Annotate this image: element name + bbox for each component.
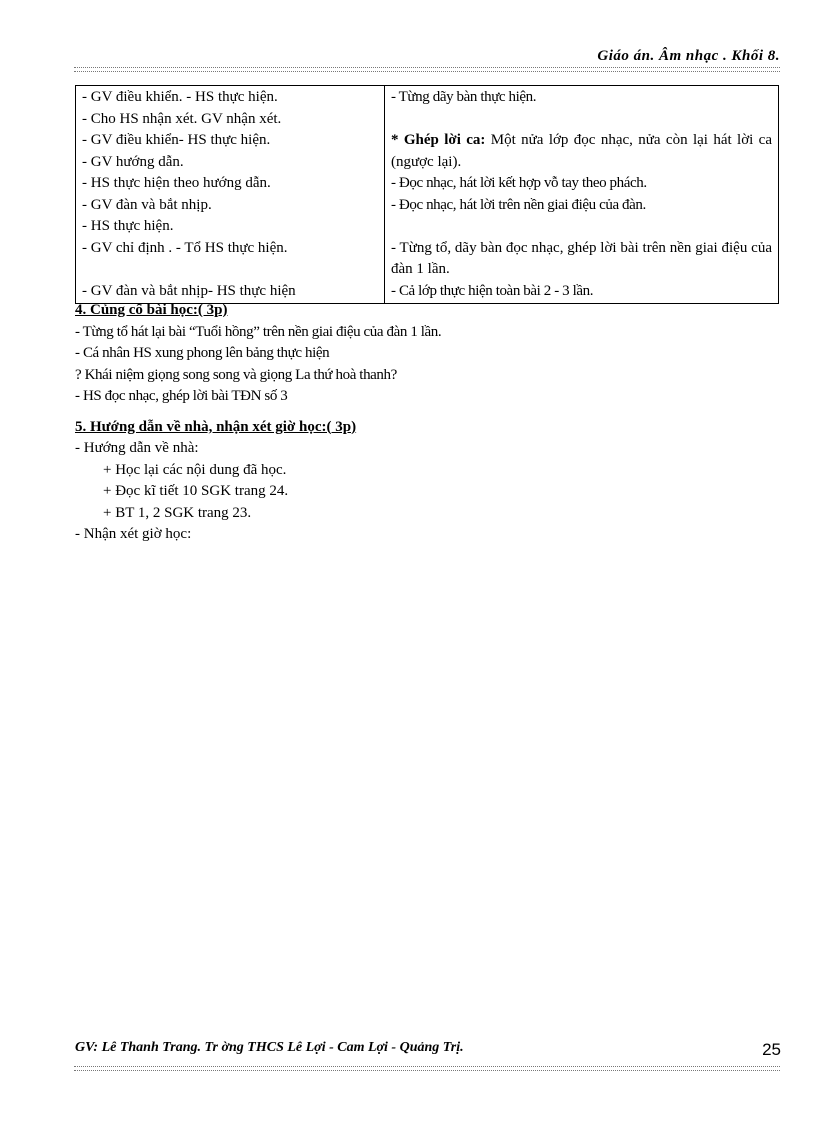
teacher-activity-cell: [76, 86, 385, 304]
footer-text: GV: Lê Thanh Trang. Tr ờng THCS Lê Lợi - Cam Lợi - Quảng Trị.: [75, 1040, 464, 1055]
section-5-heading: 5. Hướng dẫn về nhà, nhận xét giờ học:( 3p): [75, 418, 357, 435]
ghep-loi-ca-text: Một nửa lớp đọc nhạc, nửa còn lại hát lời ca (ngược lại).: [391, 132, 772, 170]
right-line: - Đọc nhạc, hát lời kết hợp vỗ tay theo phách.: [391, 175, 647, 191]
page-number: 25: [762, 1040, 781, 1059]
left-line: - HS thực hiện.: [82, 218, 174, 234]
left-line: - Cho HS nhận xét. GV nhận xét.: [82, 110, 282, 127]
section-5-item: + Học lại các nội dung đã học.: [103, 461, 287, 478]
student-activity-cell: [385, 86, 779, 304]
left-line: - HS thực hiện theo hướng dẫn.: [82, 175, 271, 191]
ghep-loi-ca-label: * Ghép lời ca:: [391, 132, 486, 148]
right-paragraph: - Từng tổ, dãy bàn đọc nhạc, ghép lời bài trên nền giai điệu của đàn 1 lần.: [391, 239, 772, 277]
footer-rule: [74, 1066, 780, 1071]
document-body: [75, 300, 779, 546]
right-line: - Đọc nhạc, hát lời trên nền giai điệu của đàn.: [391, 196, 646, 213]
section-4-line: ? Khái niệm giọng song song và giọng La thứ hoà thanh?: [75, 366, 397, 383]
section-4-line: - HS đọc nhạc, ghép lời bài TĐN số 3: [75, 388, 288, 404]
left-line: - GV điều khiển- HS thực hiện.: [82, 132, 271, 148]
left-line: - GV điều khiển. - HS thực hiện.: [82, 89, 278, 105]
right-paragraph: [391, 130, 772, 173]
section-5-item: + Đọc kĩ tiết 10 SGK trang 24.: [103, 483, 289, 499]
section-4-heading: 4. Củng cố bài học:( 3p): [75, 302, 228, 318]
activity-table: [75, 85, 779, 304]
left-line: - GV đàn và bắt nhịp- HS thực hiện: [82, 282, 296, 299]
right-line: - Từng dãy bàn thực hiện.: [391, 89, 537, 105]
left-line: - GV đàn và bắt nhịp.: [82, 196, 212, 213]
left-line: - GV chỉ định . - Tổ HS thực hiện.: [82, 239, 288, 256]
section-4-line: - Từng tổ hát lại bài “Tuổi hồng” trên nền giai điệu của đàn 1 lần.: [75, 323, 442, 340]
section-5-intro: - Hướng dẫn về nhà:: [75, 440, 199, 456]
table-row: [76, 86, 779, 304]
section-5-item: + BT 1, 2 SGK trang 23.: [103, 504, 252, 521]
header-title: Giáo án. Âm nhạc . Khối 8.: [597, 48, 780, 64]
left-line: - GV hướng dẫn.: [82, 153, 184, 170]
section-4-line: - Cá nhân HS xung phong lên bảng thực hiện: [75, 345, 330, 361]
right-line: - Cả lớp thực hiện toàn bài 2 - 3 lần.: [391, 282, 594, 299]
section-5-closing: - Nhận xét giờ học:: [75, 526, 192, 542]
header-rule: [74, 67, 780, 72]
